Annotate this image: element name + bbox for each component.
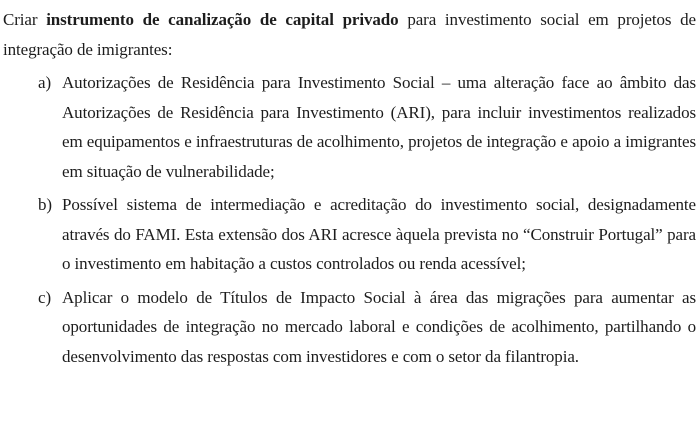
intro-text-pre: Criar: [3, 10, 47, 29]
list-item-b-text: Possível sistema de intermediação e acreditação do investimento social, designadamente através do FAMI. Esta extensão dos ARI acresce àquela prevista no “Construir Portugal” para o investimento em habitação a custos controlados ou renda acessível;: [62, 195, 696, 273]
intro-paragraph: [3, 5, 696, 64]
list-item-c-text: Aplicar o modelo de Títulos de Impacto Social à área das migrações para aumentar as oportunidades de integração no mercado laboral e condições de acolhimento, partilhando o desenvolvimento das respostas com investidores e com o setor da filantropia.: [62, 287, 696, 366]
list-item-a-text: Autorizações de Residência para Investimento Social – uma alteração face ao âmbito das Autorizações de Residência para Investimento (ARI), para incluir investimentos realizados em equipamentos e infraestruturas de acolhimento, projetos de integração e apoio a imigrantes em situação de vulnerabilidade;: [62, 73, 696, 181]
intro-text-bold: instrumento de canalização de capital privado: [46, 10, 399, 29]
list-item-a: [3, 68, 696, 186]
alpha-list: [3, 68, 696, 371]
list-item-c: [3, 283, 696, 372]
list-item-b: [3, 190, 696, 279]
list-item-b-label: b): [38, 195, 52, 214]
list-item-a-label: a): [38, 73, 52, 92]
intro-text-post: para investimento social em projetos de integração de imigrantes:: [3, 10, 696, 59]
list-item-c-label: c): [38, 287, 52, 307]
